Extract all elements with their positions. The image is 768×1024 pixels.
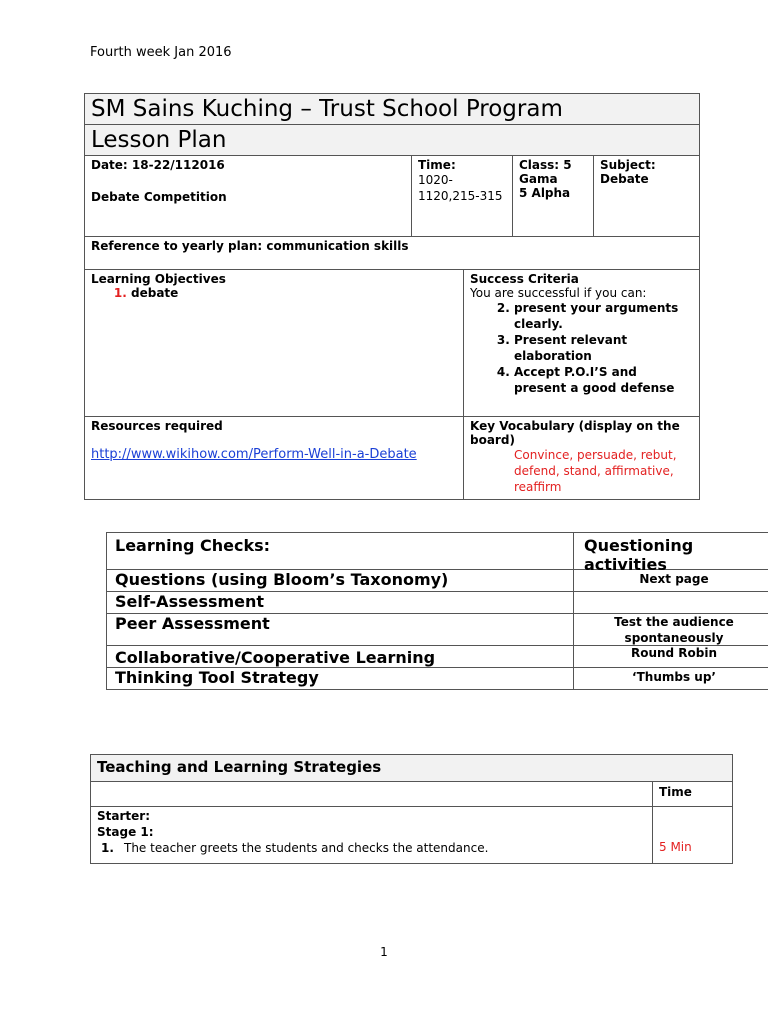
checks-row — [106, 592, 768, 614]
stage-label: Stage 1: — [97, 825, 154, 839]
time-label: Time: — [418, 158, 456, 172]
vocab-words: Convince, persuade, rebut, defend, stand, affirmative, reaffirm — [514, 448, 677, 494]
step-text: The teacher greets the students and checks the attendance. — [124, 841, 489, 855]
time-header: Time — [652, 782, 732, 806]
starter-label: Starter: — [97, 809, 150, 823]
header-note: Fourth week Jan 2016 — [90, 45, 232, 60]
strategies-title-row — [90, 754, 733, 782]
objectives-list — [91, 286, 451, 300]
checks-row-label: Self-Assessment — [106, 592, 574, 613]
step-time: 5 Min — [652, 807, 732, 863]
date-label: Date: 18-22/112016 — [91, 158, 225, 172]
resources-label: Resources required — [91, 419, 223, 433]
strategies-title: Teaching and Learning Strategies — [97, 758, 382, 776]
subject-cell — [593, 156, 699, 236]
checks-row-value: Round Robin — [630, 646, 718, 660]
class-value: 5 Alpha — [519, 186, 571, 200]
checks-row-value: Next page — [639, 572, 709, 586]
checks-row-label: Questions (using Bloom’s Taxonomy) — [106, 570, 574, 591]
checks-row-value: ‘Thumbs up’ — [632, 670, 716, 684]
checks-row-label: Peer Assessment — [106, 614, 574, 645]
objectives-row — [84, 269, 700, 417]
plan-title: Lesson Plan — [84, 124, 700, 156]
subject-value: Debate — [600, 172, 649, 186]
success-intro: You are successful if you can: — [470, 286, 647, 300]
success-cell — [463, 270, 699, 416]
resources-cell — [91, 419, 451, 462]
checks-header-row — [106, 532, 768, 574]
subject-label: Subject: — [600, 158, 656, 172]
strategies-step-row — [90, 806, 733, 864]
time-value: 1020-1120,215-315 — [418, 173, 503, 203]
class-cell — [512, 156, 594, 236]
success-item: 3. Present relevant elaboration — [514, 332, 693, 364]
resource-link[interactable]: http://www.wikihow.com/Perform-Well-in-a-Debate — [91, 447, 417, 462]
strategies-header-row — [90, 781, 733, 807]
objectives-label: Learning Objectives — [91, 272, 226, 286]
success-item: 2. present your arguments clearly. — [514, 300, 693, 332]
step-number: 1. — [101, 841, 114, 855]
time-cell — [411, 156, 513, 236]
checks-row-label: Collaborative/Cooperative Learning — [106, 646, 574, 667]
vocab-cell — [463, 417, 699, 499]
success-label: Success Criteria — [470, 272, 579, 286]
checks-row — [106, 570, 768, 592]
reference-text: Reference to yearly plan: communication skills — [91, 239, 409, 253]
success-list — [470, 300, 693, 396]
checks-row — [106, 646, 768, 668]
objectives-cell — [91, 272, 451, 300]
checks-row — [106, 668, 768, 690]
page-number: 1 — [380, 945, 388, 959]
topic: Debate Competition — [91, 190, 227, 204]
success-item: 4. Accept P.O.I’S and present a good defense — [514, 364, 693, 396]
reference-row — [84, 236, 700, 270]
checks-header-right: Questioning activities — [584, 536, 694, 574]
resources-row — [84, 416, 700, 500]
vocab-label: Key Vocabulary (display on the board) — [470, 419, 680, 447]
school-title: SM Sains Kuching – Trust School Program — [84, 93, 700, 125]
info-row — [84, 155, 700, 237]
checks-header-left: Learning Checks: — [106, 533, 574, 569]
checks-row-value — [574, 592, 768, 613]
objective-item: 1. debate — [131, 286, 451, 300]
class-label: Class: 5 Gama — [519, 158, 572, 186]
checks-row-label: Thinking Tool Strategy — [106, 668, 574, 689]
checks-row-value: Test the audience spontaneously — [614, 615, 734, 645]
checks-row — [106, 614, 768, 646]
